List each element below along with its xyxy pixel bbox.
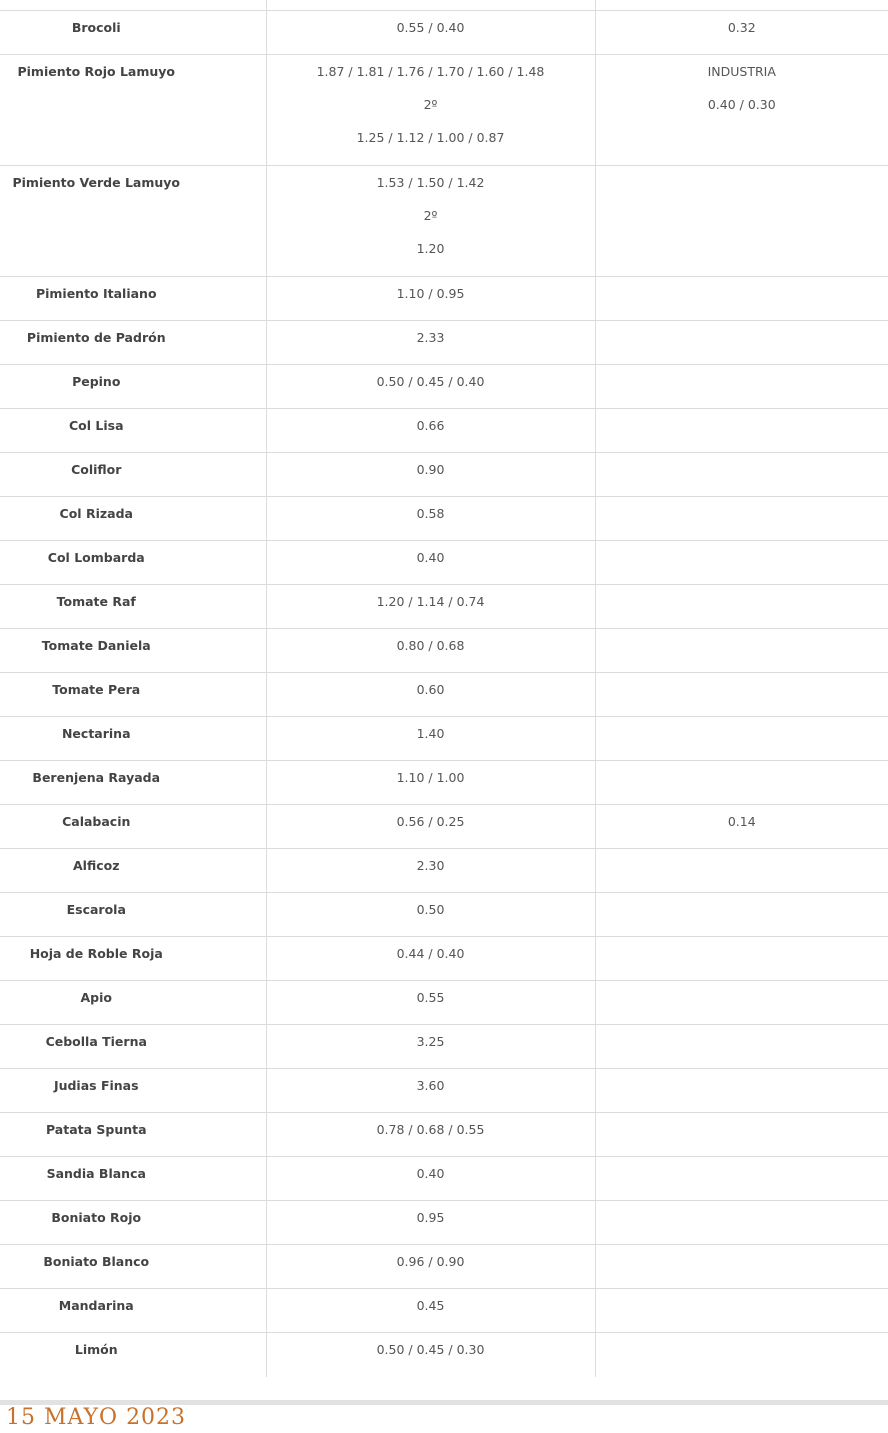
price-value: 0.40 <box>267 541 595 574</box>
table-row <box>0 497 888 541</box>
table-row <box>0 981 888 1025</box>
extra-cell <box>595 893 888 937</box>
product-name: Col Rizada <box>0 497 266 541</box>
product-name: Tomate Daniela <box>0 629 266 673</box>
price-table-body <box>0 11 888 1377</box>
product-name: Col Lombarda <box>0 541 266 585</box>
table-row <box>0 585 888 629</box>
product-name: Boniato Rojo <box>0 1201 266 1245</box>
product-name: Pimiento Italiano <box>0 277 266 321</box>
price-cell <box>266 55 595 166</box>
extra-cell <box>595 981 888 1025</box>
price-value: 0.55 / 0.40 <box>267 11 595 44</box>
price-cell <box>266 1245 595 1289</box>
table-row <box>0 321 888 365</box>
product-name: Hoja de Roble Roja <box>0 937 266 981</box>
price-cell <box>266 11 595 55</box>
table-row <box>0 849 888 893</box>
extra-cell <box>595 541 888 585</box>
extra-value: 0.40 / 0.30 <box>596 88 888 121</box>
product-name: Alficoz <box>0 849 266 893</box>
extra-cell <box>595 1333 888 1377</box>
extra-cell <box>595 1201 888 1245</box>
product-name: Coliflor <box>0 453 266 497</box>
product-name: Tomate Raf <box>0 585 266 629</box>
price-value: 0.58 <box>267 497 595 530</box>
extra-cell <box>595 629 888 673</box>
extra-cell <box>595 1069 888 1113</box>
extra-cell <box>595 409 888 453</box>
price-value: 1.53 / 1.50 / 1.42 <box>267 166 595 199</box>
table-row <box>0 55 888 166</box>
price-cell <box>266 981 595 1025</box>
product-name: Pimiento Verde Lamuyo <box>0 166 266 277</box>
table-row <box>0 1157 888 1201</box>
extra-cell <box>595 277 888 321</box>
table-top-edge <box>0 0 888 10</box>
table-row <box>0 761 888 805</box>
price-cell <box>266 497 595 541</box>
extra-cell <box>595 453 888 497</box>
product-name: Cebolla Tierna <box>0 1025 266 1069</box>
price-cell <box>266 673 595 717</box>
price-cell <box>266 365 595 409</box>
price-cell <box>266 717 595 761</box>
extra-cell <box>595 1113 888 1157</box>
price-cell <box>266 277 595 321</box>
table-row <box>0 673 888 717</box>
product-name: Col Lisa <box>0 409 266 453</box>
price-value: 0.44 / 0.40 <box>267 937 595 970</box>
price-cell <box>266 893 595 937</box>
product-name: Pepino <box>0 365 266 409</box>
table-row <box>0 1333 888 1377</box>
table-row <box>0 937 888 981</box>
extra-cell <box>595 1289 888 1333</box>
price-value: 1.87 / 1.81 / 1.76 / 1.70 / 1.60 / 1.48 <box>267 55 595 88</box>
product-name: Apio <box>0 981 266 1025</box>
product-name: Berenjena Rayada <box>0 761 266 805</box>
extra-cell <box>595 55 888 166</box>
price-cell <box>266 805 595 849</box>
extra-cell <box>595 1025 888 1069</box>
extra-cell <box>595 365 888 409</box>
product-name: Pimiento Rojo Lamuyo <box>0 55 266 166</box>
column-divider <box>266 0 267 10</box>
price-cell <box>266 1157 595 1201</box>
price-cell <box>266 1201 595 1245</box>
price-cell <box>266 1289 595 1333</box>
table-row <box>0 1025 888 1069</box>
price-value: 0.60 <box>267 673 595 706</box>
price-value: 0.40 <box>267 1157 595 1190</box>
price-value: 1.20 <box>267 232 595 265</box>
extra-cell <box>595 585 888 629</box>
price-value: 0.56 / 0.25 <box>267 805 595 838</box>
price-value: 2º <box>267 199 595 232</box>
table-row <box>0 1113 888 1157</box>
table-row <box>0 277 888 321</box>
table-row <box>0 409 888 453</box>
product-name: Sandia Blanca <box>0 1157 266 1201</box>
product-name: Nectarina <box>0 717 266 761</box>
price-cell <box>266 1113 595 1157</box>
table-row <box>0 717 888 761</box>
product-name: Pimiento de Padrón <box>0 321 266 365</box>
table-row <box>0 629 888 673</box>
price-value: 0.50 <box>267 893 595 926</box>
extra-cell <box>595 805 888 849</box>
table-row <box>0 1289 888 1333</box>
price-value: 0.66 <box>267 409 595 442</box>
product-name: Tomate Pera <box>0 673 266 717</box>
price-value: 0.50 / 0.45 / 0.40 <box>267 365 595 398</box>
extra-cell <box>595 321 888 365</box>
price-value: 2.30 <box>267 849 595 882</box>
extra-cell <box>595 1245 888 1289</box>
extra-value: 0.14 <box>596 805 888 838</box>
extra-cell <box>595 761 888 805</box>
price-value: 0.80 / 0.68 <box>267 629 595 662</box>
price-cell <box>266 1025 595 1069</box>
extra-value: INDUSTRIA <box>596 55 888 88</box>
product-name: Brocoli <box>0 11 266 55</box>
table-row <box>0 1201 888 1245</box>
price-value: 0.78 / 0.68 / 0.55 <box>267 1113 595 1146</box>
extra-value: 0.32 <box>596 11 888 44</box>
table-row <box>0 11 888 55</box>
price-cell <box>266 1333 595 1377</box>
product-name: Limón <box>0 1333 266 1377</box>
price-cell <box>266 585 595 629</box>
product-name: Calabacin <box>0 805 266 849</box>
extra-cell <box>595 497 888 541</box>
price-value: 1.40 <box>267 717 595 750</box>
product-name: Judias Finas <box>0 1069 266 1113</box>
extra-cell <box>595 11 888 55</box>
extra-cell <box>595 717 888 761</box>
price-cell <box>266 849 595 893</box>
extra-cell <box>595 1157 888 1201</box>
column-divider <box>595 0 596 10</box>
price-cell <box>266 166 595 277</box>
price-value: 0.90 <box>267 453 595 486</box>
price-cell <box>266 937 595 981</box>
product-name: Patata Spunta <box>0 1113 266 1157</box>
price-value: 1.10 / 0.95 <box>267 277 595 310</box>
product-name: Boniato Blanco <box>0 1245 266 1289</box>
price-value: 1.10 / 1.00 <box>267 761 595 794</box>
table-row <box>0 805 888 849</box>
price-cell <box>266 629 595 673</box>
price-value: 0.96 / 0.90 <box>267 1245 595 1278</box>
table-row <box>0 893 888 937</box>
price-value: 0.45 <box>267 1289 595 1322</box>
price-cell <box>266 453 595 497</box>
extra-cell <box>595 849 888 893</box>
price-cell <box>266 321 595 365</box>
price-value: 1.20 / 1.14 / 0.74 <box>267 585 595 618</box>
table-row <box>0 1069 888 1113</box>
table-row <box>0 166 888 277</box>
price-value: 0.50 / 0.45 / 0.30 <box>267 1333 595 1366</box>
table-row <box>0 365 888 409</box>
price-cell <box>266 409 595 453</box>
price-value: 3.60 <box>267 1069 595 1102</box>
extra-cell <box>595 937 888 981</box>
extra-cell <box>595 673 888 717</box>
price-value: 2º <box>267 88 595 121</box>
product-name: Mandarina <box>0 1289 266 1333</box>
price-value: 0.55 <box>267 981 595 1014</box>
price-value: 2.33 <box>267 321 595 354</box>
extra-cell <box>595 166 888 277</box>
price-cell <box>266 761 595 805</box>
product-name: Escarola <box>0 893 266 937</box>
price-cell <box>266 541 595 585</box>
next-section-date-heading: 15 MAYO 2023 <box>6 1403 186 1433</box>
table-row <box>0 541 888 585</box>
price-cell <box>266 1069 595 1113</box>
price-value: 3.25 <box>267 1025 595 1058</box>
table-row <box>0 1245 888 1289</box>
table-row <box>0 453 888 497</box>
price-value: 0.95 <box>267 1201 595 1234</box>
price-value: 1.25 / 1.12 / 1.00 / 0.87 <box>267 121 595 154</box>
price-table <box>0 10 888 1377</box>
